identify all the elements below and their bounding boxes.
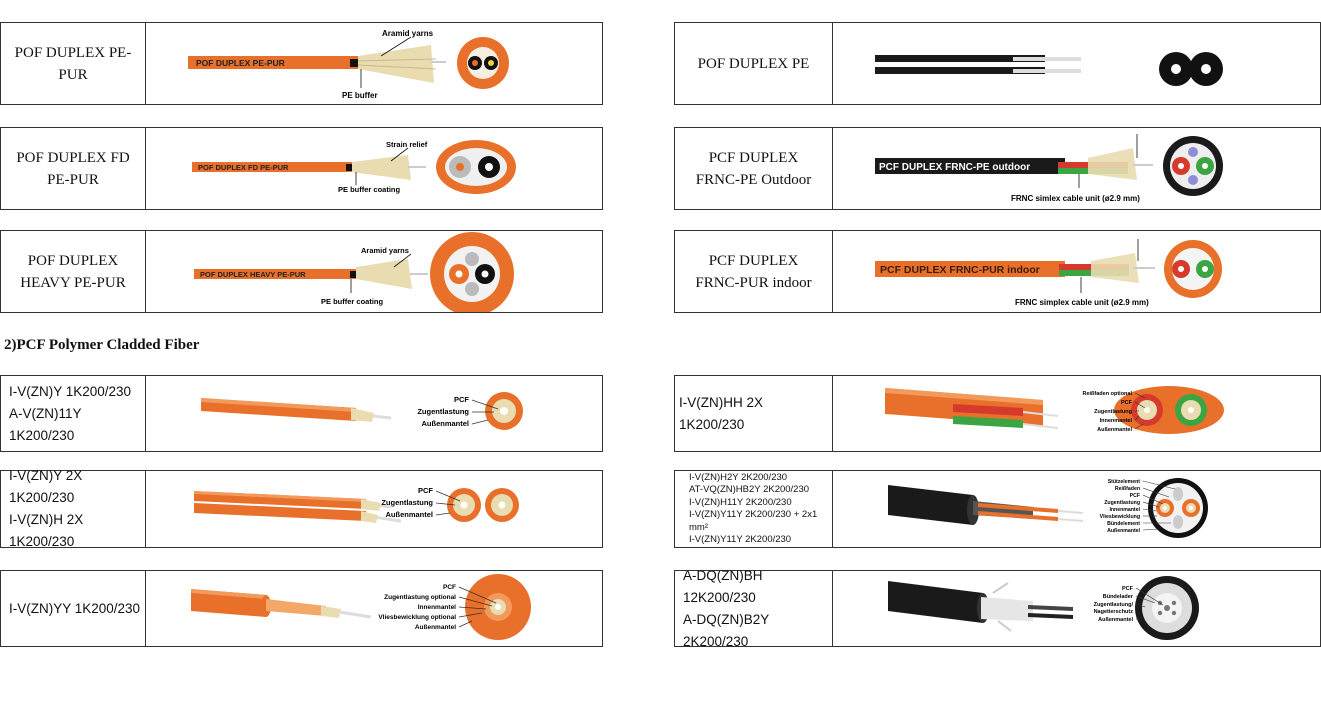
- annotation-label: Zugentlastung optional: [384, 594, 456, 601]
- cable-drawing: [833, 128, 1320, 209]
- cable-illustration: [833, 571, 1320, 646]
- cable-name: A-DQ(ZN)BH 12K200/230 A-DQ(ZN)B2Y 2K200/230: [675, 571, 833, 646]
- annotation-label: Außenmantel: [414, 624, 456, 631]
- annotation-label: Außenmantel: [421, 419, 469, 428]
- annotation-label: PCF: [443, 584, 456, 591]
- cable-drawing: [833, 471, 1320, 547]
- annotation-label: PCF: [1121, 400, 1132, 406]
- cable-drawing: [833, 376, 1320, 451]
- annotation-label: Zugentlastung: [381, 498, 433, 507]
- pof-duplex-fd-pe-pur-row: [0, 127, 603, 210]
- annotation-label: Außenmantel: [1107, 528, 1140, 534]
- cable-illustration: [146, 231, 602, 312]
- cable-drawing: [833, 571, 1320, 646]
- cable-name: POF DUPLEX FD PE-PUR: [1, 128, 146, 209]
- annotation-label: Außenmantel: [1098, 617, 1133, 623]
- annotation-label: Innenmantel: [1109, 507, 1140, 513]
- annotation-label: PCF: [1122, 586, 1133, 592]
- pof-duplex-pe-row: [674, 22, 1321, 105]
- annotation-label: Vliesbewicklung: [1099, 514, 1140, 520]
- cable-illustration: [833, 128, 1320, 209]
- annotation-label: PE buffer coating: [321, 297, 384, 306]
- annotation-label: PCF: [1129, 493, 1140, 499]
- cable-name: I-V(ZN)YY 1K200/230: [1, 571, 146, 646]
- cable-name: POF DUPLEX PE: [675, 23, 833, 104]
- cable-name: POF DUPLEX HEAVY PE-PUR: [1, 231, 146, 312]
- cable-name: PCF DUPLEX FRNC-PUR indoor: [675, 231, 833, 312]
- cable-name: I-V(ZN)Y 1K200/230 A-V(ZN)11Y 1K200/230: [1, 376, 146, 451]
- cable-drawing: [146, 23, 603, 104]
- jacket-print: PCF DUPLEX FRNC-PE outdoor: [879, 162, 1031, 173]
- annotation-label: PE buffer: [342, 91, 378, 100]
- cable-name: PCF DUPLEX FRNC-PE Outdoor: [675, 128, 833, 209]
- annotation-label: Innenmantel: [1099, 418, 1132, 424]
- annotation-label: Reißfaden optional: [1082, 391, 1132, 397]
- annotation-label: Vliesbewicklung optional: [378, 614, 456, 621]
- cable-illustration: [146, 571, 602, 646]
- annotation-label: Zugentlastung/: [1093, 602, 1133, 608]
- annotation-label: FRNC simplex cable unit (ø2.9 mm): [1015, 298, 1149, 307]
- annotation-label: Aramid yarns: [361, 246, 409, 255]
- annotation-label: Nagetierschutz: [1093, 609, 1133, 615]
- cable-illustration: [833, 376, 1320, 451]
- annotation-label: Bündelader: [1102, 594, 1133, 600]
- cable-name: I-V(ZN)HH 2X 1K200/230: [675, 376, 833, 451]
- pcf-duplex-row: [0, 470, 603, 548]
- annotation-label: Bündelement: [1107, 521, 1140, 527]
- cable-name: I-V(ZN)Y 2X 1K200/230 I-V(ZN)H 2X 1K200/230: [1, 471, 146, 547]
- annotation-label: Reißfaden: [1114, 486, 1140, 492]
- cable-illustration: [146, 471, 602, 547]
- pcf-simplex-row: [0, 375, 603, 452]
- annotation-label: Außenmantel: [1097, 427, 1132, 433]
- pcf-duplex-hh-row: [674, 375, 1321, 452]
- cable-illustration: [833, 471, 1320, 547]
- cable-illustration: [146, 128, 602, 209]
- cable-illustration: [833, 231, 1320, 312]
- annotation-label: PCF: [454, 395, 469, 404]
- pcf-multi-variant-row: [674, 470, 1321, 548]
- annotation-label: Strain relief: [386, 140, 428, 149]
- cable-drawing: [146, 376, 603, 451]
- cable-drawing: [146, 128, 603, 209]
- jacket-print: PCF DUPLEX FRNC-PUR indoor: [880, 264, 1040, 276]
- annotation-label: Aramid yarns: [382, 29, 434, 38]
- pcf-bundle-row: [674, 567, 1321, 649]
- annotation-label: Zugentlastung: [1094, 409, 1132, 415]
- cable-drawing: [146, 571, 603, 646]
- cable-name: POF DUPLEX PE- PUR: [1, 23, 146, 104]
- annotation-label: PE buffer coating: [338, 185, 401, 194]
- annotation-label: FRNC simlex cable unit (ø2.9 mm): [1011, 194, 1140, 203]
- pof-duplex-heavy-pe-pur-row: [0, 230, 603, 313]
- annotation-label: Innenmantel: [417, 604, 456, 611]
- jacket-print: POF DUPLEX PE-PUR: [196, 58, 285, 68]
- annotation-label: Zugentlastung: [1104, 500, 1140, 506]
- pcf-indoor-outdoor-row: [0, 570, 603, 647]
- cable-drawing: [833, 23, 1320, 104]
- annotation-label: Zugentlastung: [417, 407, 469, 416]
- cable-drawing: [146, 471, 603, 547]
- cable-drawing: [833, 231, 1320, 312]
- cable-name: I-V(ZN)H2Y 2K200/230 AT-VQ(ZN)HB2Y 2K200/230 I-V(ZN)H11Y 2K200/230 I-V(ZN)Y11Y 2K200/230 + 2x1 mm² I-V(ZN)Y11Y 2K200/230: [675, 471, 833, 547]
- cable-drawing: [146, 231, 603, 312]
- pcf-duplex-frnc-pur-indoor-row: [674, 230, 1321, 313]
- cable-illustration: [146, 376, 602, 451]
- jacket-print: POF DUPLEX HEAVY PE-PUR: [200, 270, 306, 279]
- annotation-label: Außenmantel: [385, 510, 433, 519]
- cable-illustration: [146, 23, 602, 104]
- annotation-label: PCF: [418, 486, 433, 495]
- jacket-print: POF DUPLEX FD PE-PUR: [198, 163, 289, 172]
- pcf-duplex-frnc-pe-outdoor-row: [674, 127, 1321, 210]
- annotation-label: Stützelement: [1107, 479, 1140, 485]
- section-heading: 2)PCF Polymer Cladded Fiber: [4, 337, 200, 353]
- cable-illustration: [833, 23, 1320, 104]
- pof-duplex-pe-pur-row: [0, 22, 603, 105]
